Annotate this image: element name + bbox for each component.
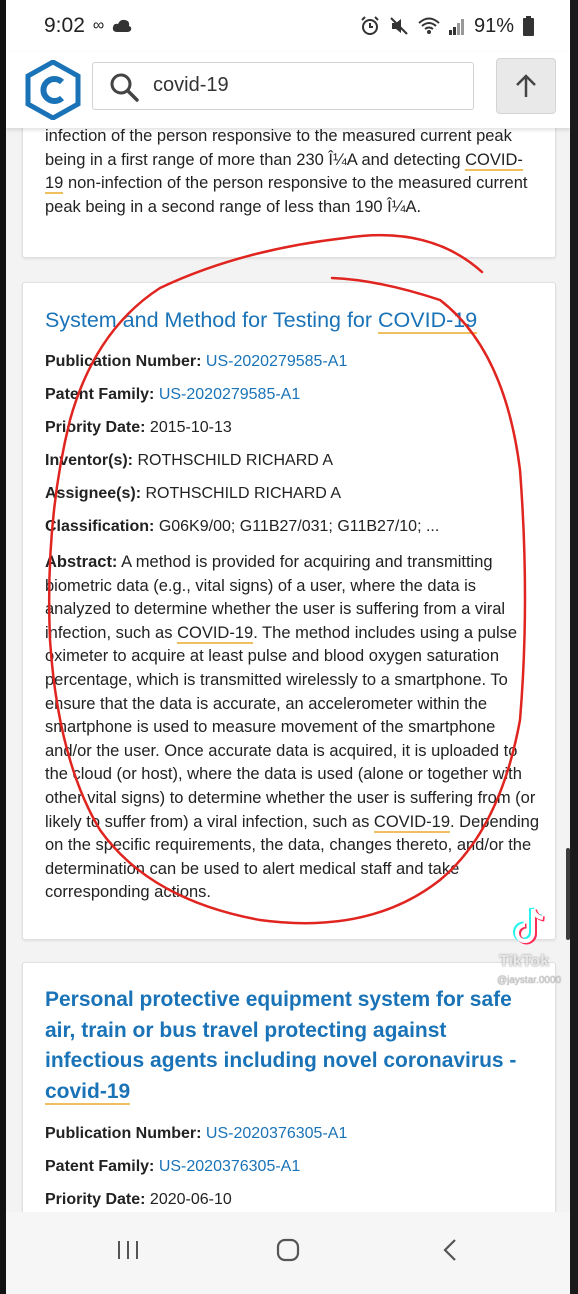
device-frame-left: [0, 0, 6, 1294]
priority-date-row: [45, 1191, 232, 1209]
inventor-value: ROTHSCHILD RICHARD A: [137, 452, 334, 469]
battery-percent: 91%: [473, 14, 514, 37]
tiktok-handle: @jaystar.0000: [497, 975, 562, 986]
result-snippet: [45, 128, 541, 219]
tiktok-label: TikTok: [499, 953, 550, 970]
cloud-icon: [112, 18, 132, 34]
classification-row: [45, 518, 439, 536]
scroll-top-button[interactable]: [496, 58, 556, 114]
title-highlight: covid-19: [45, 1079, 131, 1103]
abstract: [45, 551, 543, 905]
inventor-row: [45, 452, 333, 470]
priority-date-label: Priority Date:: [45, 1191, 146, 1208]
arrow-up-icon: [514, 73, 538, 99]
assignee-row: [45, 485, 341, 503]
patent-family-row: [45, 1158, 300, 1176]
results-list[interactable]: [6, 128, 570, 1212]
device-frame-right: [570, 0, 578, 1294]
search-box[interactable]: [92, 62, 474, 110]
publication-label: Publication Number:: [45, 1125, 202, 1142]
home-button[interactable]: [258, 1230, 318, 1270]
status-right: [360, 15, 534, 38]
patent-family-label: Patent Family:: [45, 386, 155, 403]
patent-family-link[interactable]: US-2020376305-A1: [158, 1158, 301, 1175]
abstract-text: . Depending on the specific requirements, the data, changes thereto, and/or the determination can be used to alert medical staff and take corresponding actions.: [45, 812, 540, 902]
tiktok-watermark: [497, 905, 569, 991]
priority-date-value: 2020-06-10: [149, 1191, 232, 1208]
priority-date-value: 2015-10-13: [149, 419, 232, 436]
title-text: Personal protective equipment system for safe air, train or bus travel protecting against infectious agents including novel coronavirus -: [45, 988, 517, 1072]
search-icon[interactable]: [109, 72, 139, 102]
classification-label: Classification:: [45, 518, 155, 535]
status-bar: [0, 0, 578, 52]
app-logo-icon[interactable]: [24, 60, 82, 120]
publication-number-link[interactable]: US-2020279585-A1: [205, 353, 348, 370]
home-icon: [276, 1238, 300, 1262]
snippet-highlight: COVID-19: [45, 150, 523, 193]
app-header: [6, 52, 570, 128]
abstract-highlight: COVID-19: [177, 623, 254, 642]
result-card: [22, 128, 556, 258]
assignee-label: Assignee(s):: [45, 485, 142, 502]
title-highlight: COVID-19: [378, 308, 478, 332]
publication-label: Publication Number:: [45, 353, 202, 370]
classification-value: G06K9/00; G11B27/031; G11B27/10; ...: [158, 518, 440, 535]
wifi-icon: [418, 17, 440, 35]
status-left: [44, 14, 132, 38]
result-card: [22, 282, 556, 940]
abstract-label: Abstract:: [45, 553, 118, 571]
snippet-text: infection of the person responsive to the measured current peak being in a first range of more than 230 Î¼A and detecting: [45, 128, 512, 169]
publication-number-link[interactable]: US-2020376305-A1: [205, 1125, 348, 1142]
signal-icon: [449, 17, 465, 35]
back-button[interactable]: [420, 1230, 480, 1270]
alarm-icon: [360, 16, 380, 36]
tiktok-logo-icon: [511, 905, 551, 949]
inventor-label: Inventor(s):: [45, 452, 133, 469]
patent-family-label: Patent Family:: [45, 1158, 155, 1175]
status-time: 9:02: [44, 14, 85, 37]
priority-date-label: Priority Date:: [45, 419, 146, 436]
patent-family-link[interactable]: US-2020279585-A1: [158, 386, 301, 403]
back-icon: [442, 1238, 458, 1262]
result-title-link[interactable]: [45, 985, 537, 1107]
title-text: System and Method for Testing for: [45, 308, 379, 332]
result-card: [22, 962, 556, 1212]
battery-icon: [523, 16, 534, 36]
publication-number-row: [45, 1125, 347, 1143]
assignee-value: ROTHSCHILD RICHARD A: [145, 485, 342, 502]
search-input[interactable]: [153, 74, 453, 97]
abstract-text: A method is provided for acquiring and transmitting biometric data (e.g., vital signs) of a user, where the data is analyzed to determine whether the user is suffering from a viral infection, such as: [45, 553, 506, 642]
voicemail-icon: ∞: [92, 17, 105, 34]
system-nav-bar: [6, 1212, 570, 1294]
recent-apps-icon: [116, 1239, 140, 1261]
abstract-text: . The method includes using a pulse oximeter to acquire at least pulse and blood oxygen saturation percentage, which is transmitted wirelessly to a smartphone. To ensure that the data is accurate, an accelerometer within the smartphone is used to measure movement of the smartphone and/or the user. Once accurate data is acquired, it is uploaded to the cloud (or host), where the data is used (alone or together with other vital signs) to determine whether the user is suffering from (or likely to suffer from) a viral infection, such as: [45, 623, 536, 831]
snippet-text: non-infection of the person responsive to the measured current peak being in a second range of less than 190 Î¼A.: [45, 174, 528, 216]
mute-icon: [389, 16, 409, 36]
recent-apps-button[interactable]: [98, 1230, 158, 1270]
publication-number-row: [45, 353, 347, 371]
priority-date-row: [45, 419, 232, 437]
result-title-link[interactable]: [45, 305, 545, 335]
patent-family-row: [45, 386, 300, 404]
abstract-highlight: COVID-19: [373, 812, 451, 831]
